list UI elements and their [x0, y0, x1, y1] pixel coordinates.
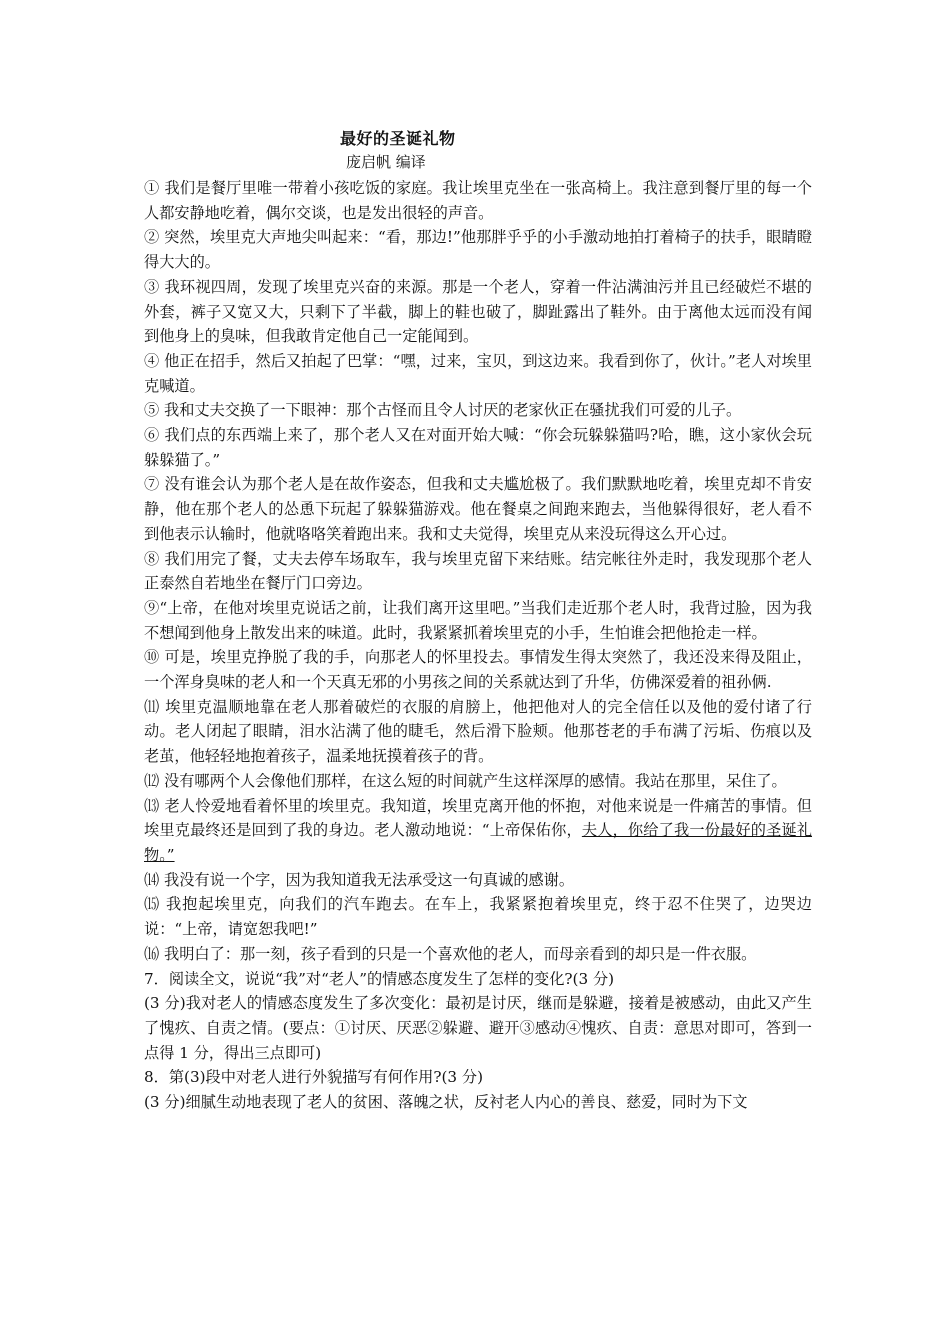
paragraph-10: ⑩ 可是，埃里克挣脱了我的手，向那老人的怀里投去。事情发生得太突然了，我还没来得及阻止，一个浑身臭味的老人和一个天真无邪的小男孩之间的关系就达到了升华，仿佛深爱着的祖孙俩.: [144, 648, 812, 692]
paragraph-11: ⑾ 埃里克温顺地靠在老人那着破烂的衣服的肩膀上，他把他对人的完全信任以及他的爱付诸了行动。老人闭起了眼睛，泪水沾满了他的睫毛，然后滑下脸颊。他那苍老的手布满了污垢、伤痕以及老茧，他轻轻地抱着孩子，温柔地抚摸着孩子的背。: [144, 697, 812, 766]
question-7: 7．阅读全文，说说“我”对“老人”的情感态度发生了怎样的变化?(3 分): [144, 969, 615, 988]
paragraph-15: ⒂ 我抱起埃里克，向我们的汽车跑去。在车上，我紧紧抱着埃里克，终于忍不住哭了，边哭边说：“上帝，请宽恕我吧!”: [144, 895, 812, 939]
document-author: 庞启帆 编译: [346, 153, 426, 171]
paragraph-8: ⑧ 我们用完了餐，丈夫去停车场取车，我与埃里克留下来结账。结完帐往外走时，我发现那个老人正泰然自若地坐在餐厅门口旁边。: [144, 549, 812, 593]
paragraph-9: ⑨“上帝，在他对埃里克说话之前，让我们离开这里吧。”当我们走近那个老人时，我背过脸，因为我不想闻到他身上散发出来的味道。此时，我紧紧抓着埃里克的小手，生怕谁会把他抢走一样。: [144, 598, 812, 642]
answer-8: (3 分)细腻生动地表现了老人的贫困、落魄之状，反衬老人内心的善良、慈爱，同时为下文: [144, 1093, 748, 1112]
paragraph-1: ① 我们是餐厅里唯一带着小孩吃饭的家庭。我让埃里克坐在一张高椅上。我注意到餐厅里的每一个人都安静地吃着，偶尔交谈，也是发出很轻的声音。: [144, 179, 812, 222]
paragraph-7: ⑦ 没有谁会认为那个老人是在故作姿态，但我和丈夫尴尬极了。我们默默地吃着，埃里克却不肯安静，他在那个老人的怂恿下玩起了躲躲猫游戏。他在餐桌之间跑来跑去，当他躲得很好，老人看不到他表示认输时，他就咯咯笑着跑出来。我和丈夫觉得，埃里克从来没玩得这么开心过。: [144, 475, 812, 543]
document-body: [144, 176, 812, 1115]
paragraph-4: ④ 他正在招手，然后又拍起了巴掌：“嘿，过来，宝贝，到这边来。我看到你了，伙计。”老人对埃里克喊道。: [144, 351, 812, 395]
document-title: 最好的圣诞礼物: [340, 129, 456, 148]
paragraph-5: ⑤ 我和丈夫交换了一下眼神：那个古怪而且令人讨厌的老家伙正在骚扰我们可爱的儿子。: [144, 401, 742, 420]
underlined-quote: 夫人，你给了我一份最好的圣诞礼物。”: [144, 821, 813, 864]
paragraph-16: ⒃ 我明白了：那一刻，孩子看到的只是一个喜欢他的老人，而母亲看到的却只是一件衣服。: [144, 944, 757, 963]
paragraph-6: ⑥ 我们点的东西端上来了，那个老人又在对面开始大喊：“你会玩躲躲猫吗?哈，瞧，这小家伙会玩躲躲猫了。”: [144, 426, 812, 469]
paragraph-13-text: ⒀ 老人怜爱地看着怀里的埃里克。我知道，埃里克离开他的怀抱，对他来说是一件痛苦的事情。但埃里克最终还是回到了我的身边。老人激动地说：“上帝保佑你，: [144, 796, 812, 840]
paragraph-14: ⒁ 我没有说一个字，因为我知道我无法承受这一句真诚的感谢。: [144, 870, 575, 889]
paragraph-3: ③ 我环视四周，发现了埃里克兴奋的来源。那是一个老人，穿着一件沾满油污并且已经破烂不堪的外套，裤子又宽又大，只剩下了半截，脚上的鞋也破了，脚趾露出了鞋外。由于离他太远而没有闻到他身上的臭味，但我敢肯定他自己一定能闻到。: [144, 277, 812, 346]
answer-7: (3 分)我对老人的情感态度发生了多次变化：最初是讨厌，继而是躲避，接着是被感动，由此又产生了愧疚、自责之情。(要点：①讨厌、厌恶②躲避、避开③感动④愧疚、自责：意思对即可，答到一点得 1 分，得出三点即可): [144, 994, 812, 1062]
paragraph-12: ⑿ 没有哪两个人会像他们那样，在这么短的时间就产生这样深厚的感情。我站在那里，呆住了。: [144, 771, 787, 790]
paragraph-2: ② 突然，埃里克大声地尖叫起来：“看，那边!”他那胖乎乎的小手激动地拍打着椅子的扶手，眼睛瞪得大大的。: [144, 228, 812, 272]
paragraph-13: [144, 794, 812, 868]
question-8: 8．第(3)段中对老人进行外貌描写有何作用?(3 分): [144, 1068, 484, 1087]
